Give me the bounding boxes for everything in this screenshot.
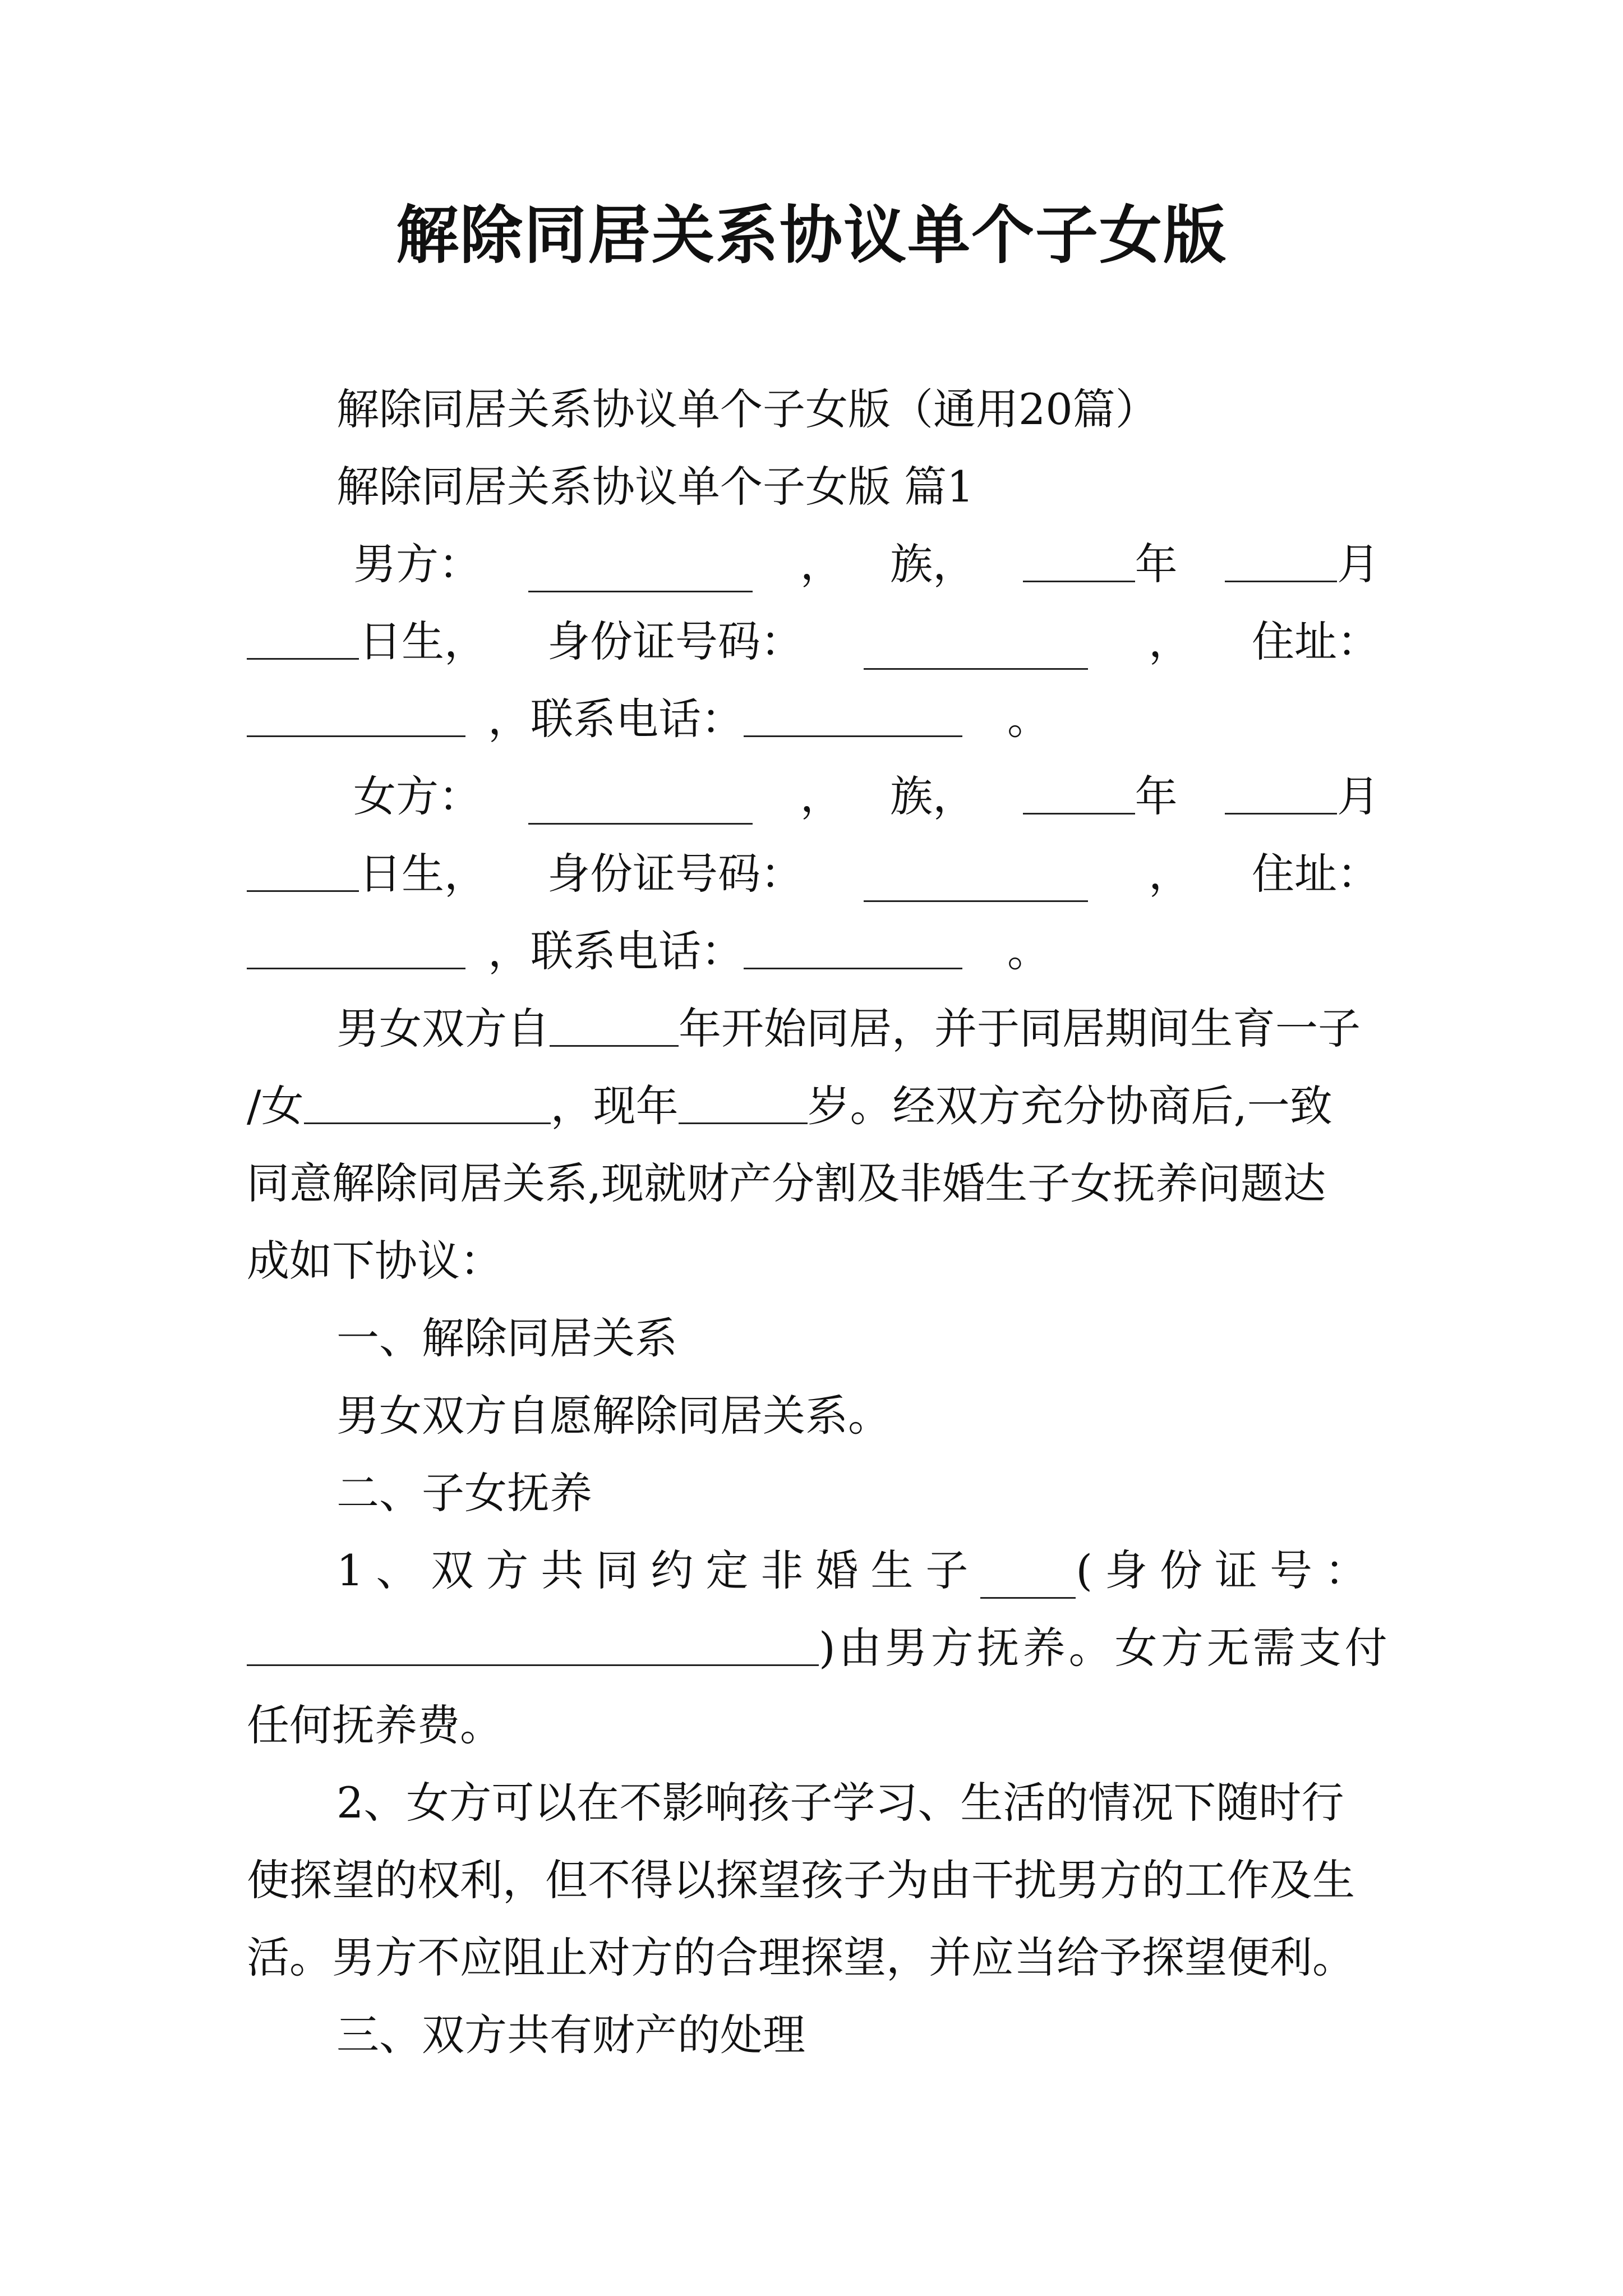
id-number-blank [864, 861, 1088, 902]
day-label: 日生， [359, 849, 487, 899]
ethnicity-label: 族， [890, 771, 976, 821]
woman-info-line-1 [247, 769, 1380, 825]
heading-1-body: 男女双方自愿解除同居关系。 [336, 1391, 891, 1441]
child-id-blank [247, 1625, 819, 1666]
address-label: 住址： [1252, 616, 1380, 666]
period: 。 [1007, 926, 1050, 976]
year-label: 年 [1135, 771, 1178, 821]
month-label: 月 [1336, 771, 1380, 821]
woman-info-line-3 [247, 923, 1050, 979]
item-2-line-2: 使探望的权利，但不得以探望孩子为由干扰男方的工作及生 [247, 1855, 1355, 1905]
year-label: 年 [1135, 539, 1178, 589]
text: )由男方抚养。女方无需支付 [819, 1623, 1391, 1673]
document-title: 解除同居关系协议单个子女版 [396, 199, 1227, 272]
birth-year-blank [1023, 774, 1135, 815]
phone-blank [744, 696, 962, 737]
item-1-line-2 [247, 1620, 1391, 1676]
birth-year-blank [1023, 541, 1135, 582]
comma: ， [800, 539, 843, 589]
phone-label: ，联系电话： [488, 926, 744, 976]
item-1-line-1 [336, 1543, 1380, 1599]
comma: ， [1149, 616, 1191, 666]
item-2-line-3: 活。男方不应阻止对方的合理探望，并应当给予探望便利。 [247, 1932, 1355, 1982]
ethnicity-label: 族， [890, 539, 976, 589]
text: (身份证号： [1076, 1545, 1380, 1595]
phone-blank [744, 928, 962, 969]
birth-month-blank [1225, 541, 1337, 582]
man-info-line-1 [247, 536, 1380, 592]
text: 1、双方共同约定非婚生子 [336, 1545, 981, 1595]
heading-3: 三、双方共有财产的处理 [336, 2010, 805, 2060]
birth-day-blank [247, 619, 359, 660]
section-heading: 解除同居关系协议单个子女版 篇1 [336, 462, 974, 512]
man-info-line-3 [247, 691, 1050, 747]
text: 年开始同居，并于同居期间生育一子 [679, 1004, 1361, 1053]
item-1-line-3: 任何抚养费。 [247, 1700, 502, 1750]
start-year-blank [550, 1006, 679, 1047]
paragraph-1-line-3: 同意解除同居关系,现就财产分割及非婚生子女抚养问题达 [247, 1158, 1326, 1208]
heading-2: 二、子女抚养 [336, 1468, 592, 1518]
text: 岁。经双方充分协商后,一致 [807, 1081, 1332, 1131]
id-number-blank [864, 629, 1088, 670]
heading-1: 一、解除同居关系 [336, 1313, 677, 1363]
id-number-label: 身份证号码： [547, 616, 803, 666]
day-label: 日生， [359, 616, 487, 666]
paragraph-1-line-4: 成如下协议： [247, 1236, 502, 1286]
text: 男女双方自 [336, 1004, 550, 1053]
child-name-blank [980, 1558, 1076, 1599]
child-age-blank [679, 1083, 808, 1124]
child-name-blank [304, 1083, 551, 1124]
phone-label: ，联系电话： [488, 694, 744, 744]
birth-day-blank [247, 851, 359, 892]
paragraph-1-line-1 [336, 1001, 1361, 1057]
man-name-blank [528, 551, 753, 592]
id-number-label: 身份证号码： [547, 849, 803, 899]
man-info-line-2 [247, 614, 1380, 670]
woman-label: 女方： [353, 771, 481, 821]
woman-info-line-2 [247, 846, 1380, 902]
birth-month-blank [1225, 774, 1337, 815]
text: ，现年 [550, 1081, 679, 1131]
month-label: 月 [1336, 539, 1380, 589]
address-label: 住址： [1252, 849, 1380, 899]
text: /女 [247, 1081, 304, 1131]
woman-name-blank [528, 784, 753, 825]
subtitle: 解除同居关系协议单个子女版（通用20篇） [336, 384, 1158, 434]
address-blank [247, 696, 465, 737]
man-label: 男方： [353, 539, 481, 589]
item-2-line-1: 2、女方可以在不影响孩子学习、生活的情况下随时行 [336, 1778, 1344, 1828]
comma: ， [800, 771, 843, 821]
comma: ， [1149, 849, 1191, 899]
paragraph-1-line-2 [247, 1078, 1332, 1134]
period: 。 [1007, 694, 1050, 744]
address-blank [247, 928, 465, 969]
